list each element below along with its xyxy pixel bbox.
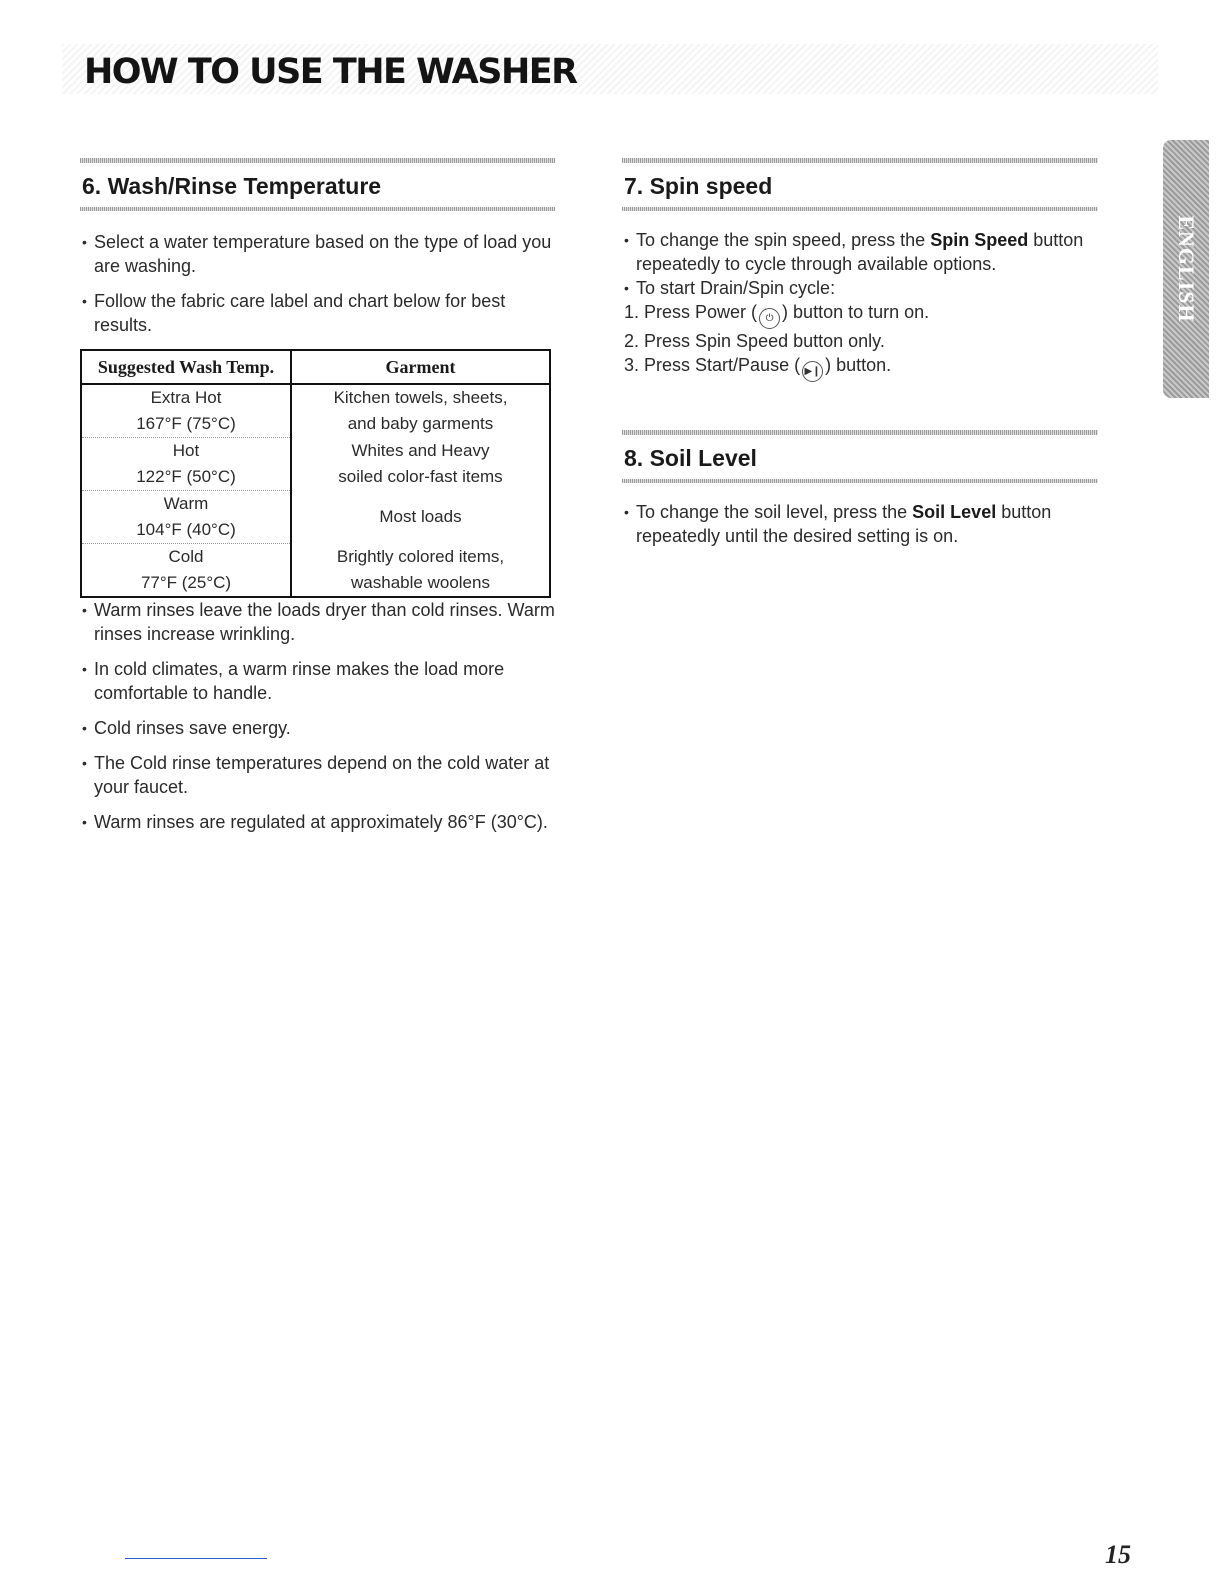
table-header-temp: Suggested Wash Temp.: [81, 350, 291, 384]
section-6-notes-list: [80, 598, 555, 834]
temp-value: 122°F (50°C): [81, 464, 291, 491]
section-6-heading: [80, 158, 555, 214]
footer-line: [125, 1558, 267, 1559]
heading-rule: [80, 207, 555, 211]
page-title: HOW TO USE THE WASHER: [84, 52, 577, 92]
list-item: • Warm rinses leave the loads dryer than cold rinses. Warm rinses increase wrinkling.: [80, 598, 555, 646]
text-run: ) button.: [825, 355, 892, 375]
section-8-title: 8. Soil Level: [624, 445, 757, 471]
language-tab: [1163, 140, 1209, 398]
section-8: [622, 430, 1098, 548]
list-item: [622, 228, 1098, 276]
table-row: [81, 438, 550, 465]
text-run: button repeatedly until the desired setting is on.: [636, 502, 1052, 546]
text-run: 1. Press Power (: [624, 302, 758, 322]
temp-name: Hot: [81, 438, 291, 465]
table-row: [81, 464, 550, 491]
text-run: To change the soil level, press the: [636, 502, 913, 522]
heading-rule: [80, 158, 555, 163]
temp-name: Warm: [81, 491, 291, 518]
section-7-list: [622, 228, 1098, 300]
list-item: • In cold climates, a warm rinse makes the load more comfortable to handle.: [80, 657, 555, 705]
garment-text: Kitchen towels, sheets,: [333, 388, 508, 407]
page-number: 15: [1105, 1540, 1131, 1569]
garment-text: and baby garments: [347, 414, 494, 434]
temp-name: Cold: [81, 544, 291, 571]
step-item: 2. Press Spin Speed button only.: [624, 331, 885, 351]
list-item: • Select a water temperature based on the type of load you are washing.: [80, 230, 555, 278]
text-run: 3. Press Start/Pause (: [624, 355, 801, 375]
table-row: [81, 384, 550, 411]
list-item: • To start Drain/Spin cycle:: [622, 276, 1098, 300]
heading-rule: [622, 430, 1098, 435]
play-pause-icon: ▶❙: [802, 361, 823, 382]
garment-text: washable woolens: [351, 573, 490, 592]
temp-value: 104°F (40°C): [81, 517, 291, 544]
step-item: [622, 353, 1098, 382]
section-7-title: 7. Spin speed: [624, 173, 773, 199]
left-column: [80, 158, 555, 845]
heading-rule: [622, 207, 1098, 211]
text-run: button repeatedly to cycle through available options.: [636, 230, 1084, 274]
list-item: • The Cold rinse temperatures depend on the cold water at your faucet.: [80, 751, 555, 799]
page-header: [62, 44, 1158, 94]
text-run: To change the spin speed, press the: [636, 230, 931, 250]
language-tab-label: ENGLISH: [1174, 215, 1199, 323]
temp-value: 77°F (25°C): [81, 570, 291, 597]
text-run: ) button to turn on.: [782, 302, 930, 322]
section-8-heading: [622, 430, 1098, 486]
list-item: • Warm rinses are regulated at approximately 86°F (30°C).: [80, 810, 555, 834]
section-7-heading: [622, 158, 1098, 214]
table-row: [81, 411, 550, 438]
right-column: [622, 158, 1098, 548]
spin-speed-label: Spin Speed: [930, 230, 1029, 250]
drain-spin-steps: [622, 300, 1098, 382]
table-row: [81, 570, 550, 597]
heading-rule: [622, 158, 1098, 163]
garment-text: soiled color-fast items: [338, 467, 503, 487]
wash-temperature-table: [80, 349, 551, 598]
section-6-intro-list: [80, 230, 555, 337]
list-item: [622, 500, 1098, 548]
table-header-row: [81, 350, 550, 384]
step-item: [622, 300, 1098, 329]
temp-value: 167°F (75°C): [81, 411, 291, 438]
table-row: [81, 544, 550, 571]
section-6-title: 6. Wash/Rinse Temperature: [82, 173, 382, 199]
garment-text: Most loads: [379, 507, 462, 526]
garment-text: Whites and Heavy: [351, 440, 490, 460]
table-row: [81, 491, 550, 518]
list-item: • Follow the fabric care label and chart below for best results.: [80, 289, 555, 337]
table-header-garment: Garment: [291, 350, 550, 384]
garment-text: Brightly colored items,: [336, 546, 505, 566]
soil-level-label: Soil Level: [912, 502, 997, 522]
list-item: • Cold rinses save energy.: [80, 716, 555, 740]
section-8-list: [622, 500, 1098, 548]
temp-name: Extra Hot: [81, 384, 291, 411]
heading-rule: [622, 479, 1098, 483]
power-icon: ⏻: [759, 308, 780, 329]
